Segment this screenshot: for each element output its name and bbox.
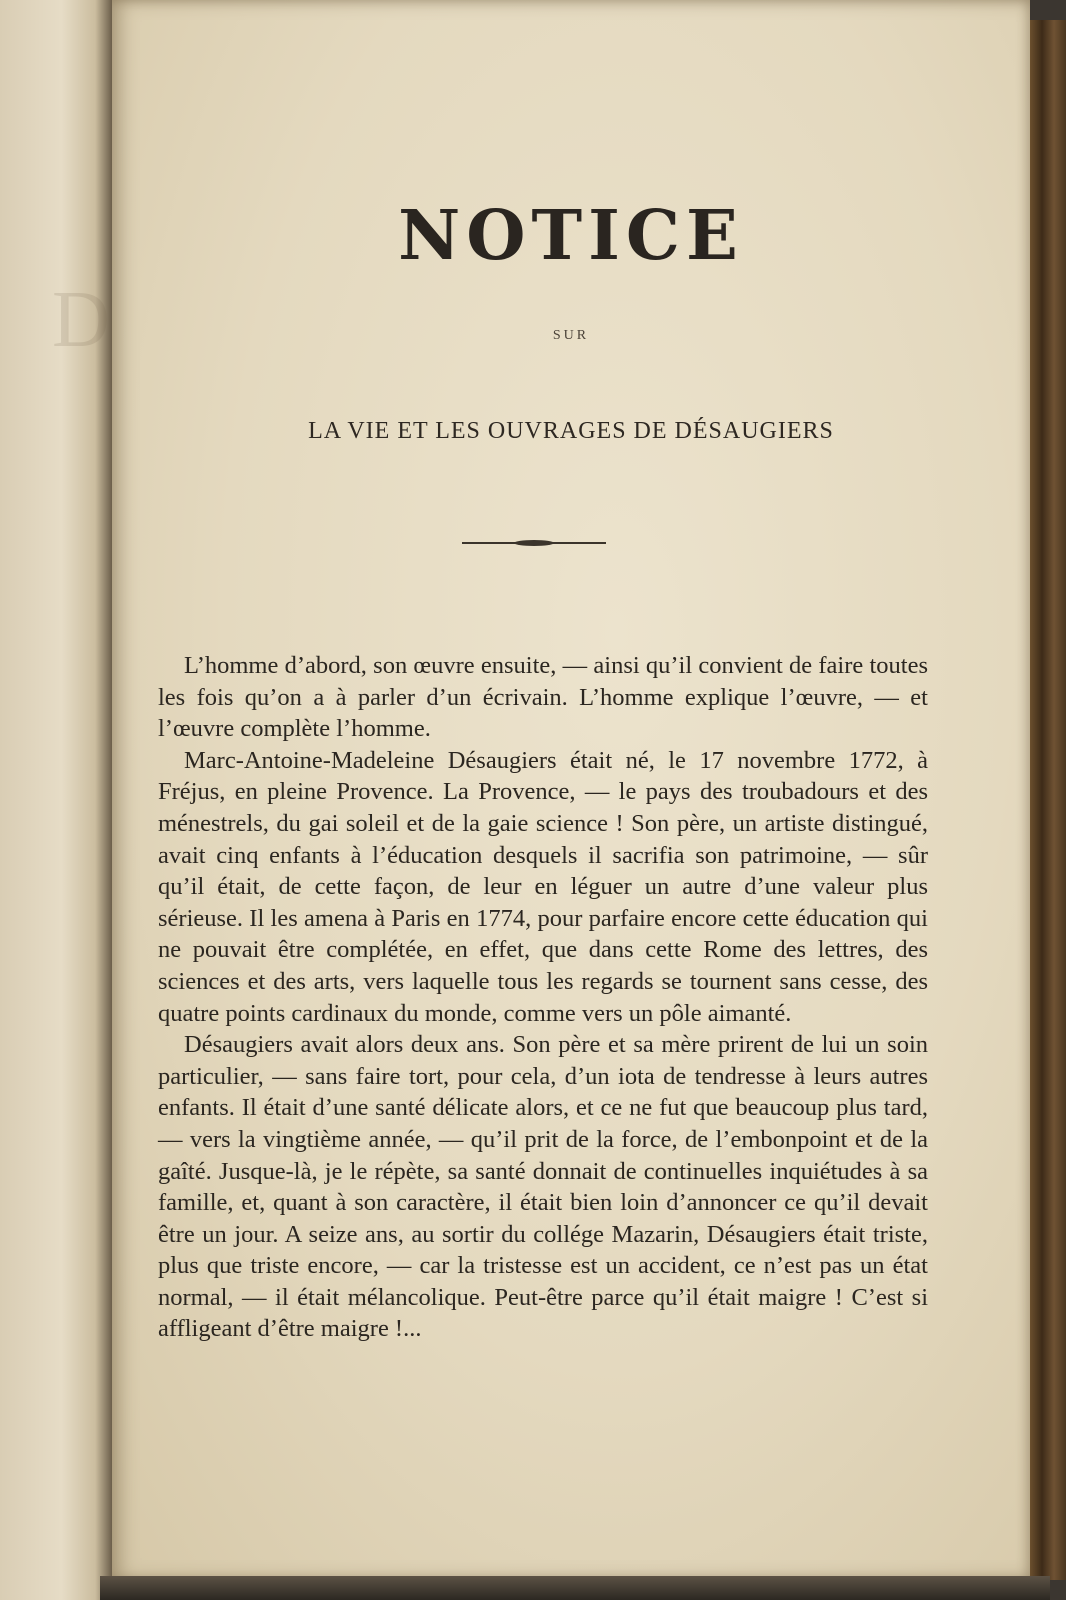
book-page: [112, 0, 1030, 1580]
ornamental-rule: [462, 542, 606, 544]
facing-page-edge: [0, 0, 112, 1600]
book-bottom-edge: [100, 1576, 1050, 1600]
page-title: NOTICE: [398, 196, 744, 276]
page-subtitle: LA VIE ET LES OUVRAGES DE DÉSAUGIERS: [308, 418, 834, 444]
body-text: [158, 650, 928, 1345]
show-through-mark: D: [52, 276, 110, 364]
title-connector: SUR: [552, 328, 590, 343]
book-cover-edge: [1026, 20, 1066, 1580]
paragraph: Désaugiers avait alors deux ans. Son père et sa mère prirent de lui un soin particulier, — sans faire tort, pour cela, d’un iota de tendresse à leurs autres enfants. Il était d’une santé délicate alors, et ce ne fut que beaucoup plus tard, — vers la vingtième année, — qu’il prit de la force, de l’embonpoint et de la gaîté. Jusque-là, je le répète, sa santé donnait de continuelles inquiétudes à sa famille, et, quant à son caractère, il était bien loin d’annoncer ce qu’il devait être un jour. A seize ans, au sortir du collége Mazarin, Désaugiers était triste, plus que triste encore, — car la tristesse est un accident, ce n’est pas un état normal, — il était mélancolique. Peut-être parce qu’il était maigre ! C’est si affligeant d’être maigre !...: [158, 1031, 928, 1343]
paragraph: Marc-Antoine-Madeleine Désaugiers était né, le 17 novembre 1772, à Fréjus, en pleine Provence. La Provence, — le pays des troubadours et des ménestrels, du gai soleil et de la gaie science ! Son père, un artiste distingué, avait cinq enfants à l’éducation desquels il sacrifia son patrimoine, — sûr qu’il était, de cette façon, de leur en léguer un autre d’une valeur plus sérieuse. Il les amena à Paris en 1774, pour parfaire encore cette éducation qui ne pouvait être complétée, en effet, que dans cette Rome des lettres, des sciences et des arts, vers laquelle tous les regards se tournent sans cesse, des quatre points cardinaux du monde, comme vers un pôle aimanté.: [158, 746, 928, 1027]
paragraph: L’homme d’abord, son œuvre ensuite, — ainsi qu’il convient de faire toutes les fois qu’on a à parler d’un écrivain. L’homme explique l’œuvre, — et l’œuvre complète l’homme.: [158, 652, 928, 743]
